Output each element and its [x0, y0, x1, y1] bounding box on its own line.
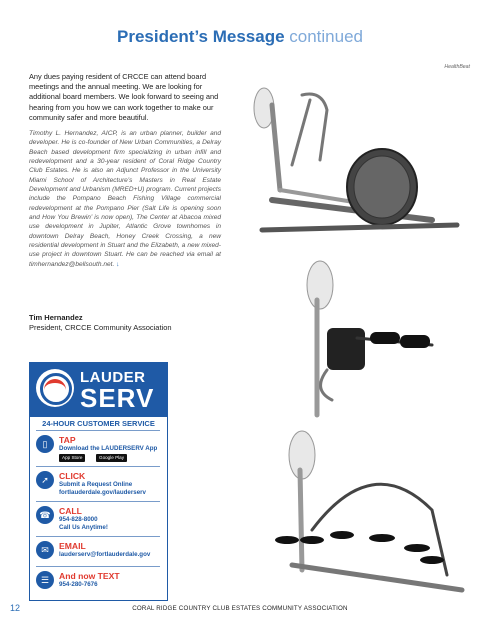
page-title-main: President’s Message [116, 27, 285, 46]
call-icon: ☎ [36, 506, 54, 524]
google-play-badge[interactable]: Google Play [96, 454, 127, 462]
ad-row-line1[interactable]: 954-280-7676 [59, 581, 98, 588]
ad-row-line1[interactable]: lauderserv@fortlauderdale.gov [59, 551, 151, 558]
ad-row-line1: Download the LAUDERSERV App [59, 445, 158, 452]
signature-name: Tim Hernandez [29, 313, 83, 322]
ad-brand-line1: LAUDER [80, 369, 146, 386]
photo-credit: HealthBeat [444, 64, 470, 70]
divider [36, 466, 160, 467]
ad-header [30, 363, 167, 417]
stepper-machine [307, 261, 432, 415]
bio-paragraph [29, 129, 221, 269]
fitness-equipment-photo [232, 70, 472, 600]
divider [36, 536, 160, 537]
divider [36, 430, 160, 431]
ad-row-head: TAP [59, 435, 76, 445]
ad-row-line2: Call Us Anytime! [59, 524, 108, 531]
divider [36, 566, 160, 567]
signature-title: President, CRCCE Community Association [29, 323, 172, 332]
page-title-continued: continued [284, 27, 363, 46]
ad-hours: 24-HOUR CUSTOMER SERVICE [42, 419, 155, 428]
footer-text: CORAL RIDGE COUNTRY CLUB ESTATES COMMUNITY ASSOCIATION [132, 605, 348, 612]
bio-text: Timothy L. Hernandez, AICP, is an urban planner, builder and developer. He is co-founder of New Urban Communities, a Delray Beach based development firm specializing in urban infill and redevelopment and a 30-year resident of Coral Ridge Country Club Estates. He is also an Adjunct Professor in the University Miami School of Architecture’s Masters in Real Estate Development and Urbanism (MRED+U) program. Current projects include the Pompano Beach Fishing Village commercial redevelopment at the Pompano Pier (Salt Life is opening soon and How You Brewin’ is now open), The Center at Abacoa mixed use development in Jupiter, Atlantic Grove townhomes in downtown Delray Beach, Honey Creek Crossing, a new residential development in Stuart and the Elizabeth, a new mixed-use project in downtown Stuart. He can be reached via email at timhernandez@bellsouth.net. [29, 130, 221, 268]
elliptical-machine [254, 88, 457, 230]
ad-row-line2[interactable]: fortlauderdale.gov/lauderserv [59, 489, 146, 496]
lauderserv-ad [29, 362, 168, 601]
intro-paragraph: Any dues paying resident of CRCCE can attend board meetings and the annual meeting. We are looking for additional board members. We look forward to seeing and hearing from you how we can work together to make our community safer and more beautiful. [29, 72, 219, 122]
ad-row-head: EMAIL [59, 541, 86, 551]
down-arrow-icon: ↓ [116, 260, 120, 268]
page-number: 12 [10, 603, 21, 613]
ad-row-head: And now TEXT [59, 571, 120, 581]
ad-row-head: CLICK [59, 471, 86, 481]
ad-brand-line2: SERV [80, 383, 155, 413]
text-icon: ☰ [36, 571, 54, 589]
ad-row-line1: Submit a Request Online [59, 481, 133, 488]
cursor-icon: ➚ [36, 471, 54, 489]
lauderserv-logo-icon [36, 369, 74, 407]
ad-row-line1[interactable]: 954-828-8000 [59, 516, 98, 523]
app-store-badge[interactable]: App Store [59, 454, 85, 462]
balance-pedal-station [275, 431, 462, 590]
email-icon: ✉ [36, 541, 54, 559]
phone-icon: ▯ [36, 435, 54, 453]
ad-row-head: CALL [59, 506, 82, 516]
page-title [0, 27, 480, 47]
divider [36, 501, 160, 502]
